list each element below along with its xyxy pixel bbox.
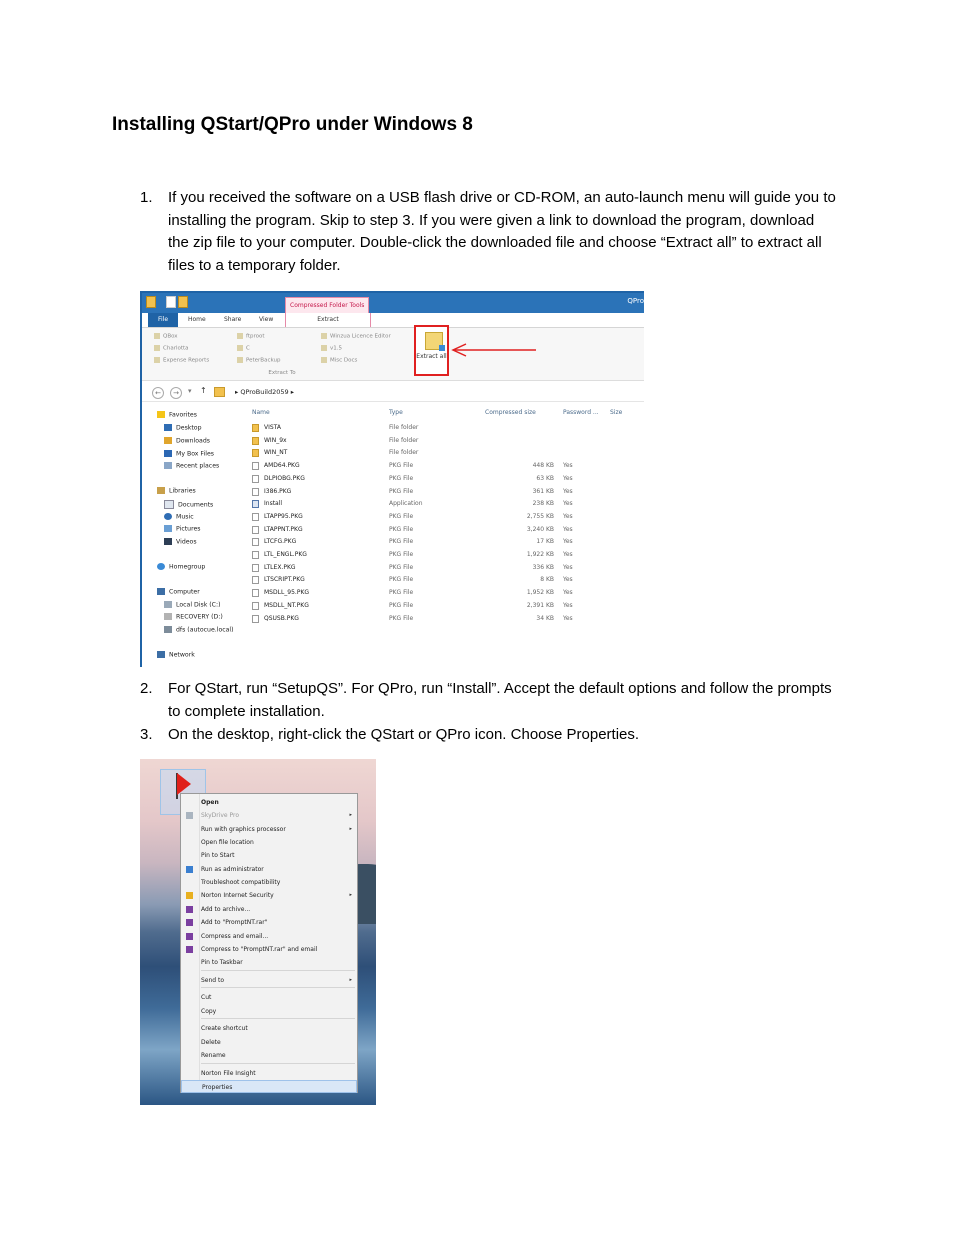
- file-icon: [252, 526, 259, 534]
- file-compressed-size: 336 KB: [532, 563, 554, 571]
- menu-item-icon: [186, 866, 193, 873]
- file-row[interactable]: [242, 575, 644, 587]
- extract-to-group-label: Extract To: [268, 370, 296, 376]
- file-type: PKG File: [389, 614, 414, 622]
- file-icon: [252, 475, 259, 483]
- file-name: LTAPPNT.PKG: [264, 525, 303, 533]
- column-compressed-size[interactable]: Compressed size: [485, 409, 536, 416]
- column-size[interactable]: Size: [610, 409, 623, 416]
- homegroup-icon: [157, 563, 165, 570]
- file-type: PKG File: [389, 601, 414, 609]
- file-type: Application: [389, 500, 423, 508]
- file-compressed-size: 1,952 KB: [526, 589, 554, 597]
- menu-item-label: Rename: [201, 1052, 226, 1059]
- file-password: Yes: [563, 538, 573, 546]
- file-row[interactable]: [242, 512, 644, 524]
- network-icon: [157, 651, 165, 658]
- menu-item-label: Create shortcut: [201, 1025, 248, 1032]
- recent-places-icon: [164, 462, 172, 469]
- file-row[interactable]: [242, 423, 644, 435]
- file-password: Yes: [563, 525, 573, 533]
- file-type: PKG File: [389, 551, 414, 558]
- nav-my-box-files[interactable]: My Box Files: [164, 450, 214, 458]
- menu-item-label: Norton File Insight: [201, 1070, 256, 1077]
- file-compressed-size: 238 KB: [532, 500, 554, 508]
- file-compressed-size: 361 KB: [532, 487, 554, 495]
- file-password: Yes: [563, 589, 573, 597]
- step-number: 2.: [140, 680, 153, 697]
- file-name: QSUSB.PKG: [264, 614, 299, 622]
- file-compressed-size: 34 KB: [536, 614, 554, 622]
- file-name: LTLEX.PKG: [264, 563, 296, 571]
- file-row[interactable]: [242, 448, 644, 460]
- document-title: Installing QStart/QPro under Windows 8: [112, 114, 473, 135]
- file-type: PKG File: [389, 512, 414, 520]
- address-bar: [142, 383, 644, 402]
- menu-item-label: Cut: [201, 994, 212, 1001]
- folder-icon: [252, 449, 259, 457]
- file-icon: [252, 538, 259, 546]
- menu-item-delete[interactable]: [181, 1036, 357, 1049]
- menu-item-norton-internet-security[interactable]: [181, 889, 357, 902]
- menu-item-label: Troubleshoot compatibility: [201, 879, 281, 886]
- nav-local-disk[interactable]: Local Disk (C:): [164, 601, 221, 609]
- menu-item-run-as-administrator[interactable]: [181, 863, 357, 876]
- folder-icon: [146, 296, 156, 308]
- step-number: 1.: [140, 189, 153, 206]
- properties-icon[interactable]: [166, 296, 176, 308]
- documents-icon: [164, 500, 174, 509]
- file-name: MSDLL_NT.PKG: [264, 601, 309, 609]
- nav-favorites[interactable]: Favorites: [157, 411, 197, 419]
- file-name: AMD64.PKG: [264, 462, 300, 470]
- folder-icon: [214, 387, 225, 397]
- file-type: PKG File: [389, 563, 414, 571]
- file-icon: [252, 589, 259, 597]
- tab-home[interactable]: Home: [188, 316, 206, 323]
- file-password: Yes: [563, 462, 573, 470]
- menu-item-properties[interactable]: [181, 1080, 357, 1093]
- submenu-arrow-icon: ▸: [349, 892, 352, 898]
- extract-all-label: Extract all: [416, 353, 447, 360]
- file-row[interactable]: [242, 499, 644, 511]
- file-row[interactable]: [242, 588, 644, 600]
- step-text: For QStart, run “SetupQS”. For QPro, run “Install”. Accept the default options and follow the prompts to complete installation.: [168, 680, 832, 720]
- forward-icon[interactable]: →: [170, 387, 182, 399]
- file-name: WIN_NT: [264, 449, 288, 457]
- file-password: Yes: [563, 474, 573, 482]
- nav-videos[interactable]: Videos: [164, 538, 197, 546]
- menu-item-icon: [186, 919, 193, 926]
- file-name: WIN_9x: [264, 436, 287, 444]
- nav-recent-places[interactable]: Recent places: [164, 462, 219, 470]
- column-type[interactable]: Type: [389, 409, 403, 416]
- compressed-folder-tools-label: Compressed Folder Tools: [285, 297, 369, 315]
- nav-documents[interactable]: Documents: [164, 500, 213, 509]
- file-name: LTAPP95.PKG: [264, 512, 303, 520]
- file-type: PKG File: [389, 576, 414, 584]
- file-icon: [252, 564, 259, 572]
- extract-all-button[interactable]: [414, 325, 449, 376]
- nav-pictures[interactable]: Pictures: [164, 525, 201, 533]
- menu-item-norton-file-insight[interactable]: [181, 1067, 357, 1080]
- file-row[interactable]: [242, 474, 644, 486]
- star-icon: [157, 411, 165, 418]
- menu-item-run-with-graphics-processor[interactable]: [181, 823, 357, 836]
- box-icon: [164, 450, 172, 457]
- file-row[interactable]: [242, 487, 644, 499]
- file-icon: [252, 488, 259, 496]
- file-icon: [252, 513, 259, 521]
- file-type: File folder: [389, 449, 419, 457]
- music-icon: [164, 513, 172, 520]
- nav-recovery[interactable]: RECOVERY (D:): [164, 613, 223, 621]
- file-password: Yes: [563, 500, 573, 508]
- menu-item-label: Open: [201, 799, 219, 806]
- file-password: Yes: [563, 487, 573, 495]
- ribbon: [142, 328, 644, 381]
- nav-homegroup[interactable]: Homegroup: [157, 563, 205, 571]
- menu-item-add-to-promptnt-rar[interactable]: [181, 916, 357, 929]
- menu-item-label: Add to archive...: [201, 906, 251, 913]
- column-password[interactable]: Password ...: [563, 409, 599, 416]
- menu-item-create-shortcut[interactable]: [181, 1022, 357, 1035]
- file-compressed-size: 2,391 KB: [526, 601, 554, 609]
- back-icon[interactable]: ←: [152, 387, 164, 399]
- file-compressed-size: 17 KB: [536, 538, 554, 546]
- extract-destination[interactable]: PeterBackup: [237, 357, 280, 364]
- file-icon: [252, 602, 259, 610]
- file-name: VISTA: [264, 424, 281, 431]
- file-password: Yes: [563, 576, 573, 584]
- file-name: Install: [264, 500, 283, 508]
- file-type: PKG File: [389, 589, 414, 597]
- file-row[interactable]: [242, 436, 644, 448]
- menu-item-copy[interactable]: [181, 1005, 357, 1018]
- menu-item-label: Run as administrator: [201, 866, 264, 873]
- menu-item-icon: [186, 933, 193, 940]
- file-list: [242, 401, 644, 667]
- menu-item-troubleshoot-compatibility[interactable]: [181, 876, 357, 889]
- menu-separator: [201, 1018, 355, 1019]
- videos-icon: [164, 538, 172, 545]
- ribbon-tabs: [142, 313, 644, 328]
- file-icon: [252, 615, 259, 623]
- nav-desktop[interactable]: Desktop: [164, 424, 202, 432]
- file-type: PKG File: [389, 474, 414, 482]
- pictures-icon: [164, 525, 172, 532]
- application-icon: [252, 500, 259, 508]
- file-icon: [252, 576, 259, 584]
- menu-item-cut[interactable]: [181, 991, 357, 1004]
- file-compressed-size: 3,240 KB: [526, 525, 554, 533]
- file-name: LTL_ENGL.PKG: [264, 551, 307, 558]
- nav-libraries[interactable]: Libraries: [157, 487, 196, 495]
- menu-item-skydrive-pro: [181, 809, 357, 822]
- menu-item-label: Copy: [201, 1008, 217, 1015]
- menu-item-pin-to-taskbar[interactable]: [181, 956, 357, 969]
- menu-item-open[interactable]: [181, 796, 357, 809]
- file-row[interactable]: [242, 601, 644, 613]
- extract-destination[interactable]: Charlotta: [154, 345, 189, 352]
- tab-extract[interactable]: Extract: [285, 313, 371, 327]
- menu-item-label: Compress and email...: [201, 933, 269, 940]
- file-password: Yes: [563, 512, 573, 520]
- menu-item-compress-to-promptnt-rar-and-email[interactable]: [181, 943, 357, 956]
- file-row[interactable]: [242, 525, 644, 537]
- submenu-arrow-icon: ▸: [349, 977, 352, 983]
- file-type: PKG File: [389, 487, 414, 495]
- menu-item-label: Properties: [202, 1084, 233, 1091]
- drive-icon: [164, 613, 172, 620]
- zip-folder-icon: [425, 332, 443, 350]
- file-compressed-size: 8 KB: [540, 576, 554, 584]
- menu-item-compress-and-email[interactable]: [181, 930, 357, 943]
- context-menu: [180, 793, 358, 1093]
- libraries-icon: [157, 487, 165, 494]
- file-compressed-size: 448 KB: [532, 462, 554, 470]
- menu-item-label: Pin to Start: [201, 852, 235, 859]
- tab-file[interactable]: File: [148, 313, 178, 327]
- submenu-arrow-icon: ▸: [349, 826, 352, 832]
- tab-share[interactable]: Share: [224, 316, 242, 323]
- file-name: MSDLL_95.PKG: [264, 589, 310, 597]
- file-password: Yes: [563, 614, 573, 622]
- breadcrumb[interactable]: ▸ QProBuild2059 ▸: [235, 388, 294, 396]
- file-row[interactable]: [242, 563, 644, 575]
- network-drive-icon: [164, 626, 172, 633]
- chevron-down-icon[interactable]: ▾: [188, 387, 192, 395]
- up-icon[interactable]: ↑: [200, 386, 207, 395]
- menu-item-icon: [186, 946, 193, 953]
- file-compressed-size: 2,755 KB: [526, 512, 554, 520]
- file-password: Yes: [563, 601, 573, 609]
- extract-destination[interactable]: QBox: [154, 333, 178, 340]
- menu-item-pin-to-start[interactable]: [181, 849, 357, 862]
- file-name: DLPIOBG.PKG: [264, 474, 305, 482]
- submenu-arrow-icon: ▸: [349, 812, 352, 818]
- menu-item-icon: [186, 892, 193, 899]
- file-icon: [252, 551, 259, 559]
- menu-item-icon: [186, 812, 193, 819]
- file-compressed-size: 1,922 KB: [526, 551, 554, 558]
- menu-separator: [201, 987, 355, 988]
- menu-item-label: Compress to "PromptNT.rar" and email: [201, 946, 318, 953]
- red-arrow-annotation: [450, 343, 540, 357]
- folder-icon: [252, 437, 259, 445]
- extract-destination[interactable]: Winzua Licence Editor: [321, 333, 391, 340]
- nav-network[interactable]: Network: [157, 651, 195, 659]
- file-icon: [252, 462, 259, 470]
- file-row[interactable]: [242, 614, 644, 626]
- step-text: If you received the software on a USB flash drive or CD-ROM, an auto-launch menu will guide you to installing the program. Skip to step 3. If you were given a link to download the program, download the zip file to your computer. Double-click the downloaded file and choose “Extract all” to extract all files to a temporary folder.: [168, 189, 836, 274]
- step-number: 3.: [140, 726, 153, 743]
- step-text: On the desktop, right-click the QStart or QPro icon. Choose Properties.: [168, 726, 640, 743]
- menu-separator: [201, 1063, 355, 1064]
- menu-item-send-to[interactable]: [181, 974, 357, 987]
- nav-downloads[interactable]: Downloads: [164, 437, 210, 445]
- file-type: PKG File: [389, 538, 414, 546]
- menu-item-label: Run with graphics processor: [201, 826, 286, 833]
- menu-item-label: Norton Internet Security: [201, 892, 274, 899]
- desktop-context-menu-screenshot: [140, 759, 376, 1105]
- desktop-icon: [164, 424, 172, 431]
- file-name: LTSCRIPT.PKG: [264, 576, 305, 584]
- explorer-titlebar: [142, 293, 644, 313]
- nav-computer[interactable]: Computer: [157, 588, 200, 596]
- menu-item-open-file-location[interactable]: [181, 836, 357, 849]
- column-name[interactable]: Name: [252, 409, 270, 416]
- tab-view[interactable]: View: [259, 316, 274, 323]
- file-name: I386.PKG: [264, 487, 292, 495]
- menu-item-add-to-archive[interactable]: [181, 903, 357, 916]
- file-password: Yes: [563, 551, 573, 558]
- extract-destination[interactable]: C: [237, 345, 250, 352]
- menu-item-rename[interactable]: [181, 1049, 357, 1062]
- nav-dfs[interactable]: dfs (autocue.local): [164, 626, 234, 634]
- computer-icon: [157, 588, 165, 595]
- extract-destination[interactable]: Expense Reports: [154, 357, 209, 364]
- file-type: PKG File: [389, 525, 414, 533]
- file-name: LTCFG.PKG: [264, 538, 297, 546]
- extract-destination[interactable]: Misc Docs: [321, 357, 357, 364]
- file-password: Yes: [563, 563, 573, 571]
- extract-destination[interactable]: v1.5: [321, 345, 342, 352]
- window-title: QPro: [627, 297, 644, 305]
- file-row[interactable]: [242, 550, 644, 562]
- drive-icon: [164, 601, 172, 608]
- explorer-screenshot: [140, 291, 644, 667]
- menu-item-label: Send to: [201, 977, 225, 984]
- file-type: File folder: [389, 424, 419, 431]
- menu-item-label: Delete: [201, 1039, 221, 1046]
- navigation-pane: [142, 401, 242, 667]
- file-type: PKG File: [389, 462, 414, 470]
- folder-icon: [252, 424, 259, 432]
- menu-item-icon: [186, 906, 193, 913]
- menu-separator: [201, 970, 355, 971]
- menu-item-label: SkyDrive Pro: [201, 812, 240, 819]
- extract-destination[interactable]: ftproot: [237, 333, 265, 340]
- downloads-icon: [164, 437, 172, 444]
- file-row[interactable]: [242, 537, 644, 549]
- nav-music[interactable]: Music: [164, 513, 194, 521]
- menu-item-label: Add to "PromptNT.rar": [201, 919, 268, 926]
- file-row[interactable]: [242, 461, 644, 473]
- menu-item-label: Pin to Taskbar: [201, 959, 243, 966]
- new-folder-icon[interactable]: [178, 296, 188, 308]
- file-type: File folder: [389, 436, 419, 444]
- file-compressed-size: 63 KB: [536, 474, 554, 482]
- menu-item-label: Open file location: [201, 839, 254, 846]
